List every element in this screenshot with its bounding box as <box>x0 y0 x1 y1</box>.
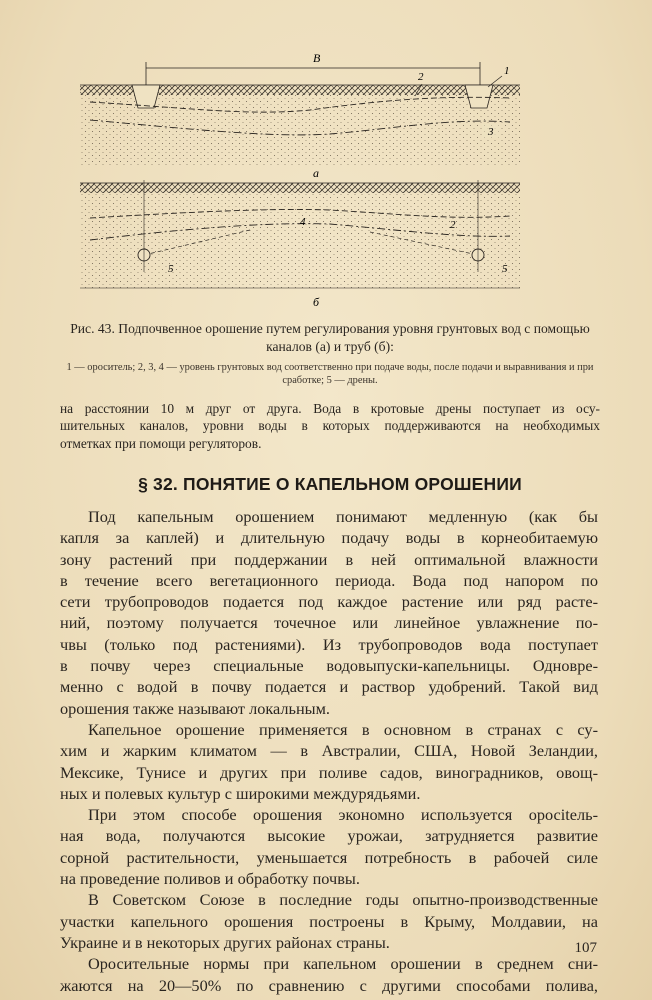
text-line: При этом способе орошения экономно используется оросitель- <box>88 805 598 825</box>
text-line: на проведение поливов и обработку почвы. <box>60 869 360 889</box>
text-line: Мексике, Тунисе и других при поливе садов, виноградников, овощ- <box>60 762 598 782</box>
text-line: сети трубопроводов подается под каждое растение или ряд расте- <box>60 592 598 612</box>
text-line: в течение всего вегетационного периода. Вода под напором по <box>60 570 598 590</box>
text-line: менно с водой в почву подается и раствор удобрений. Такой вид <box>60 677 598 697</box>
intro-paragraph <box>60 400 600 452</box>
text-line: хим и жарким климатом — в Австралии, США, Новой Зеландии, <box>60 741 598 761</box>
callout-b-5-left: 5 <box>168 263 174 275</box>
text-line: Капельное орошение применяется в основном в странах с су- <box>88 719 598 739</box>
text-line: чвы (только под растениями). Из трубопроводов вода поступает <box>60 634 598 654</box>
text-line: в почву через специальные водовыпуски-капельницы. Одновре- <box>60 656 598 676</box>
callout-a-3: 3 <box>488 126 494 138</box>
soil-body-b <box>80 193 520 288</box>
callout-b-5-right: 5 <box>502 263 508 275</box>
text-line: зону растений при поддержании в ней оптимальной влажности <box>60 549 598 569</box>
text-line: отметках при помощи регуляторов. <box>60 435 262 451</box>
section-heading: § 32. ПОНЯТИЕ О КАПЕЛЬНОМ ОРОШЕНИИ <box>138 474 522 494</box>
text-line: ных и полевых культур с широкими междурядьями. <box>60 783 421 803</box>
text-line: ний, поэтому получается точечное или линейное увлажнение по- <box>60 613 598 633</box>
text-line: ная вода, получаются высокие урожаи, затрудняется развитие <box>60 826 598 846</box>
callout-b-2: 2 <box>450 219 456 231</box>
label-b: б <box>313 295 320 309</box>
text-line: Украине и в некоторых других районах страны. <box>60 932 390 952</box>
body-text <box>60 506 598 996</box>
text-line: на расстоянии 10 м друг от друга. Вода в кротовые дрены поступает из осу- <box>60 401 600 416</box>
text-line: жаются на 20—50% по сравнению с другими способами полива, <box>60 975 598 995</box>
callout-b-4: 4 <box>300 216 306 228</box>
text-line: капля за каплей) и длительную подачу воды в корнеобитаемую <box>60 528 598 548</box>
callout-a-2: 2 <box>418 71 424 83</box>
text-line: участки капельного орошения построены в Крыму, Молдавии, на <box>60 911 598 931</box>
figure-caption: Рис. 43. Подпочвенное орошение путем регулирования уровня грунтовых вод с помощью каналов (а) и труб (б): <box>70 321 590 354</box>
soil-surface-b <box>80 183 520 193</box>
page-number: 107 <box>574 940 597 956</box>
text-line: Оросительные нормы при капельном орошении в среднем сни- <box>88 954 598 974</box>
diagram-part-a <box>80 51 520 180</box>
label-B: В <box>313 51 321 65</box>
figure-43-diagram <box>70 40 540 315</box>
text-line: орошения также называют локальным. <box>60 698 330 718</box>
diagram-part-b <box>80 180 520 309</box>
text-line: сорной растительности, уменьшается потребность в рабочей силе <box>60 847 598 867</box>
label-a: а <box>313 166 319 180</box>
text-line: шительных каналов, уровни воды в которых поддерживаются на необходимых <box>60 418 600 434</box>
callout-a-1: 1 <box>504 65 510 77</box>
text-line: В Советском Союзе в последние годы опытно-производственные <box>88 890 598 910</box>
figure-legend: 1 — ороситель; 2, 3, 4 — уровень грунтовых вод соответственно при подаче воды, после подачи и выравнивания и при сработке; 5 — дрены. <box>66 362 594 386</box>
text-line: Под капельным орошением понимают медленную (как бы <box>88 507 598 526</box>
